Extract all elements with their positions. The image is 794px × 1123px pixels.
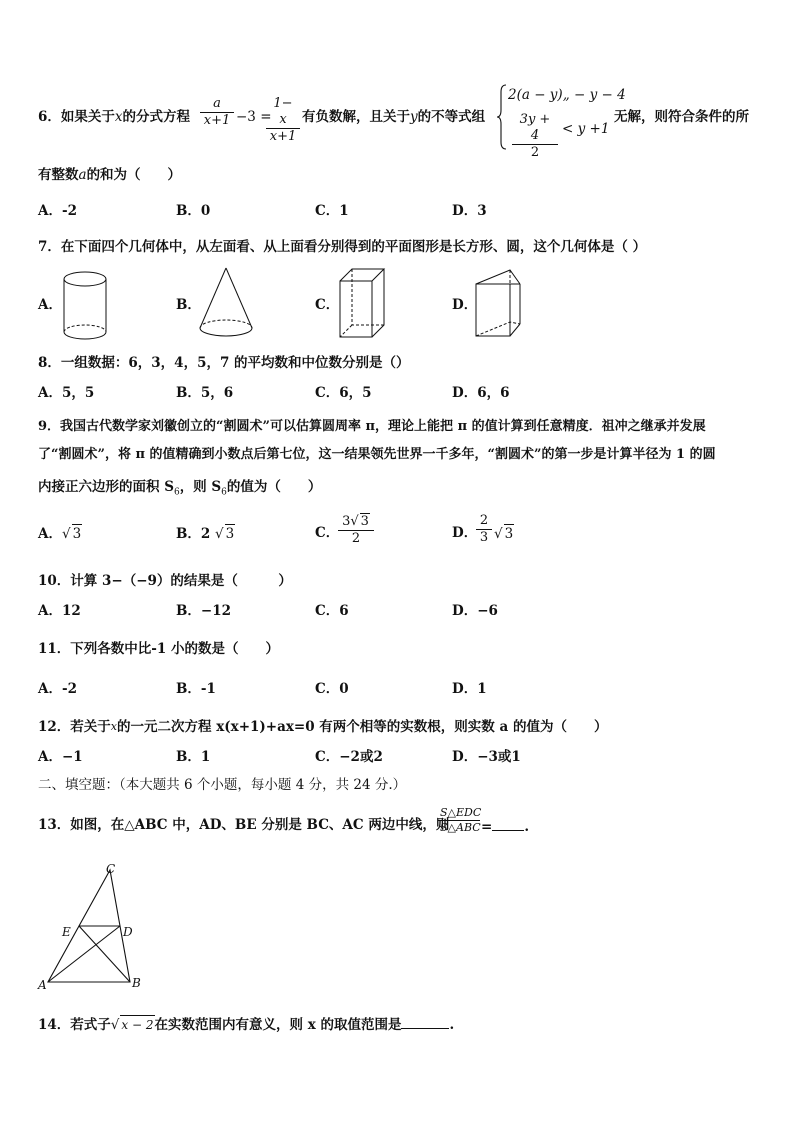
q6-fraction-2: $\frac{1- x}{x+1}$ <box>266 96 300 145</box>
q12-var-x: x <box>110 720 118 733</box>
q14-radicand: x − 2 <box>120 1015 154 1034</box>
q10-stem: 10．计算 3−（−9）的结果是（ ） <box>38 573 292 589</box>
q13-stem: 13．如图，在△ABC 中，AD、BE 分别是 BC、AC 两边中线，则 <box>38 817 450 833</box>
q9-option-d-label[interactable]: D． <box>452 525 478 541</box>
cylinder-icon <box>62 270 108 342</box>
q9-line-2: 了“割圆术”，将 π 的值精确到小数点后第七位，这一结果领先世界一千多年，“割圆术”的第一步是计算半径为 1 的圆 <box>38 447 716 462</box>
q7-option-b-label[interactable]: B． <box>176 297 201 313</box>
q6-option-d[interactable]: D．3 <box>452 203 487 219</box>
q7-option-c-label[interactable]: C． <box>315 297 340 313</box>
q13-fraction: S△EDC S△ABC <box>440 806 482 834</box>
q8-stem: 8．一组数据：6，3，4，5，7 的平均数和中位数分别是（） <box>38 355 410 371</box>
q8-option-c[interactable]: C．6，5 <box>315 385 372 401</box>
q11-option-a[interactable]: A．-2 <box>38 681 77 697</box>
q6-brace-icon <box>497 84 507 150</box>
q6-stem-c: 有负数解，且关于 <box>302 109 410 125</box>
q14-stem-a: 14．若式子 <box>38 1017 111 1033</box>
q6-var-x: x <box>114 109 123 125</box>
point-e-label: E <box>62 925 71 939</box>
point-d-label: D <box>123 925 133 939</box>
q7-option-a-label[interactable]: A． <box>38 297 62 313</box>
q6-var-a: a <box>78 167 87 183</box>
q6-stem-d: 的不等式组 <box>417 109 486 125</box>
q6-option-c[interactable]: C．1 <box>315 203 349 219</box>
q9-option-a[interactable]: A．√ 3 <box>38 526 82 542</box>
q9-option-d-sqrt: √ 3 <box>494 526 514 542</box>
point-c-label: C <box>106 862 116 876</box>
q6-line2-a: 有整数 <box>38 167 79 183</box>
q9-option-c-label[interactable]: C． <box>315 525 340 541</box>
q12-option-a[interactable]: A．−1 <box>38 749 83 765</box>
cone-icon <box>198 266 254 342</box>
q9-line-3c: 的值为（ ） <box>226 479 322 495</box>
section-2-heading: 二、填空题：（本大题共 6 个小题，每小题 4 分，共 24 分.） <box>38 777 407 793</box>
q9-option-c-fraction: $\frac{3√ 3}{2}$ <box>338 513 374 547</box>
q8-option-a[interactable]: A．5，5 <box>38 385 95 401</box>
q9-line-3b: ，则 S <box>179 479 222 495</box>
q6-inequality-2-rhs: < y +1 <box>562 121 610 137</box>
q6-minus-three: −3 = <box>236 109 272 125</box>
q11-stem: 11．下列各数中比-1 小的数是（ ） <box>38 641 279 657</box>
q6-inequality-2-fraction: $\frac{3y + 4}{2}$ <box>512 112 558 161</box>
q12-stem-b: 的一元二次方程 x(x+1)+ax=0 有两个相等的实数根，则实数 a 的值为（ ） <box>117 719 608 735</box>
point-a-label: A <box>38 978 47 992</box>
q6-var-y: y <box>410 109 418 125</box>
q10-option-c[interactable]: C．6 <box>315 603 349 619</box>
q14-stem-b: 在实数范围内有意义，则 x 的取值范围是 <box>154 1017 402 1033</box>
q8-option-d[interactable]: D．6，6 <box>452 385 510 401</box>
q11-option-c[interactable]: C．0 <box>315 681 349 697</box>
q10-option-d[interactable]: D．−6 <box>452 603 498 619</box>
q6-stem-b: 的分式方程 <box>122 109 191 125</box>
q6-stem-a: 6．如果关于 <box>38 109 115 125</box>
q7-option-d-label[interactable]: D． <box>452 297 478 313</box>
triangular-prism-icon <box>474 268 524 340</box>
q8-option-b[interactable]: B．5，6 <box>176 385 234 401</box>
q9-option-a-radicand: 3 <box>72 526 82 542</box>
q12-option-c[interactable]: C．−2或2 <box>315 749 383 765</box>
q7-stem: 7．在下面四个几何体中，从左面看、从上面看分别得到的平面图形是长方形、圆，这个几何体是（ ） <box>38 239 647 255</box>
q12-stem-a: 12．若关于 <box>38 719 111 735</box>
q11-option-d[interactable]: D．1 <box>452 681 487 697</box>
point-b-label: B <box>132 976 141 990</box>
q11-option-b[interactable]: B．-1 <box>176 681 216 697</box>
q6-fraction-1: $\frac{a}{x+1}$ <box>200 96 234 129</box>
q9-option-b-radicand: 3 <box>225 526 235 542</box>
q10-option-a[interactable]: A．12 <box>38 603 81 619</box>
q12-option-d[interactable]: D．−3或1 <box>452 749 521 765</box>
q6-option-a[interactable]: A．-2 <box>38 203 77 219</box>
rectangular-prism-icon <box>338 267 386 341</box>
q14-answer-blank[interactable] <box>401 1014 449 1029</box>
q9-option-b[interactable]: B．2 √ 3 <box>176 526 235 542</box>
q6-option-b[interactable]: B．0 <box>176 203 211 219</box>
q6-stem-e: 无解，则符合条件的所 <box>614 109 749 125</box>
q6-inequality-1: 2(a − y)„ − y − 4 <box>508 87 626 103</box>
q9-option-d-fraction: $\frac{2}{3}$ <box>476 513 492 546</box>
q13-tail: = . <box>481 816 529 836</box>
q13-answer-blank[interactable] <box>492 816 524 831</box>
q12-option-b[interactable]: B．1 <box>176 749 211 765</box>
q9-line-3a: 内接正六边形的面积 S <box>38 479 174 495</box>
q6-line2-b: 的和为（ ） <box>86 167 182 183</box>
q9-line-1: 9．我国古代数学家刘徽创立的“割圆术”可以估算圆周率 π，理论上能把 π 的值计算到任意精度．祖冲之继承并发展 <box>38 419 706 434</box>
q10-option-b[interactable]: B．−12 <box>176 603 232 619</box>
